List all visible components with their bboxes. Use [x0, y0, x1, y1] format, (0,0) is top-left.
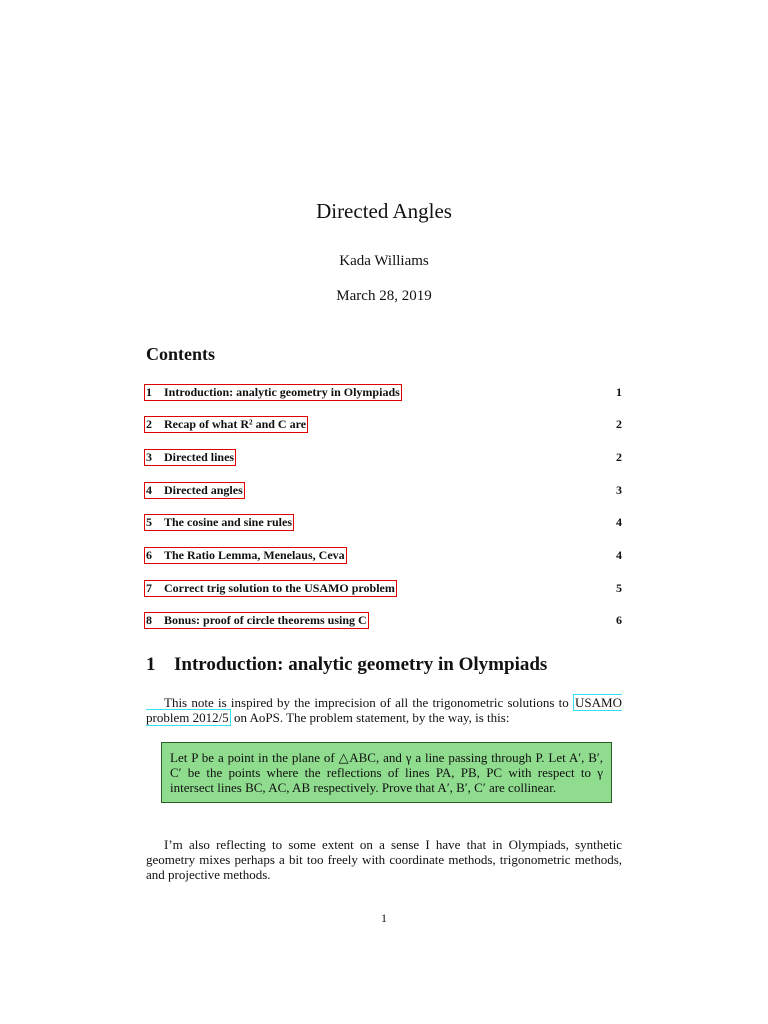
toc-label: The cosine and sine rules [164, 515, 293, 529]
toc-link-4[interactable] [144, 482, 245, 499]
toc-label: Directed angles [164, 483, 243, 497]
toc-page-number: 2 [616, 417, 622, 431]
toc-label: Introduction: analytic geometry in Olympiads [164, 385, 400, 399]
toc-page-number: 1 [616, 385, 622, 399]
toc-entry-5 [146, 514, 622, 532]
toc-label: The Ratio Lemma, Menelaus, Ceva [164, 548, 345, 562]
toc-label: Recap of what R² and C are [164, 417, 307, 431]
toc-link-6[interactable] [144, 547, 347, 564]
toc-link-5[interactable] [144, 514, 294, 531]
reflection-paragraph: I’m also reflecting to some extent on a sense I have that in Olympiads, synthetic geometry mixes perhaps a bit too freely with coordinate methods, trigonometric methods, and projective methods. [146, 837, 622, 882]
toc-page-number: 3 [616, 483, 622, 497]
toc-number: 2 [146, 417, 152, 431]
toc-label: Correct trig solution to the USAMO problem [164, 581, 395, 595]
publication-date: March 28, 2019 [336, 288, 432, 304]
toc-number: 4 [146, 483, 152, 497]
contents-heading: Contents [146, 344, 216, 364]
section-number: 1 [146, 654, 156, 675]
toc-entry-8 [146, 612, 622, 630]
intro-text-start: This note is inspired by the imprecision of all the trigonometric solutions to [164, 695, 574, 710]
toc-page-number: 4 [616, 515, 622, 529]
toc-entry-7 [146, 580, 622, 598]
section-title: Introduction: analytic geometry in Olympiads [174, 654, 548, 675]
toc-page-number: 4 [616, 548, 622, 562]
usamo-problem-link[interactable]: USAMO problem 2012/5 [146, 695, 622, 725]
toc-number: 3 [146, 450, 152, 464]
section-heading [146, 654, 547, 676]
toc-entry-4 [146, 482, 622, 500]
toc-number: 5 [146, 515, 152, 529]
toc-entry-1 [146, 384, 622, 402]
toc-page-number: 5 [616, 581, 622, 595]
paper-title: Directed Angles [316, 199, 452, 223]
toc-entry-2 [146, 416, 622, 434]
toc-page-number: 2 [616, 450, 622, 464]
toc-link-7[interactable] [144, 580, 397, 597]
toc-label: Directed lines [164, 450, 235, 464]
toc-page-number: 6 [616, 613, 622, 627]
toc-number: 7 [146, 581, 152, 595]
page-number: 1 [381, 911, 387, 925]
intro-text-end: on AoPS. The problem statement, by the way, is this: [230, 710, 510, 725]
toc-number: 6 [146, 548, 152, 562]
toc-link-1[interactable] [144, 384, 402, 401]
author-name: Kada Williams [339, 253, 429, 269]
toc-link-2[interactable] [144, 416, 308, 433]
toc-number: 1 [146, 385, 152, 399]
intro-paragraph [146, 695, 622, 725]
toc-label: Bonus: proof of circle theorems using C [164, 613, 367, 627]
toc-number: 8 [146, 613, 152, 627]
problem-statement-box: Let P be a point in the plane of △ABC, and γ a line passing through P. Let A′, B′, C′ be the points where the reflections of lines PA, PB, PC with respect to γ intersect lines BC, AC, AB respectively. Prove that A′, B′, C′ are collinear. [161, 742, 612, 803]
toc-link-3[interactable] [144, 449, 236, 466]
toc-entry-6 [146, 547, 622, 565]
toc-entry-3 [146, 449, 622, 467]
toc-link-8[interactable] [144, 612, 369, 629]
